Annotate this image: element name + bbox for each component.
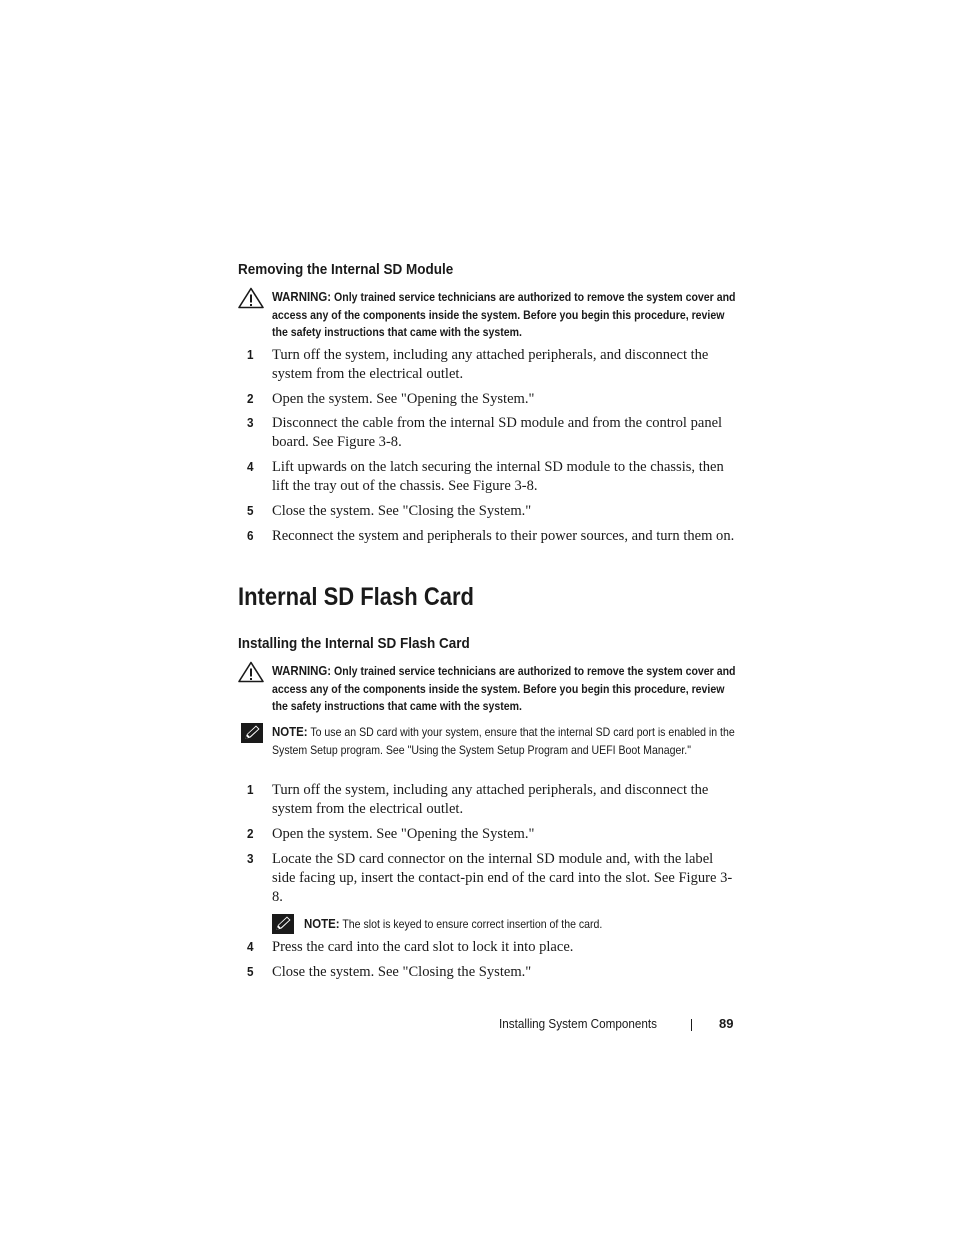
warning-body: Only trained service technicians are authorized to remove the system cover and access any of the components inside the system. Before you begin this procedure, review the safety instructions that came with the system. <box>272 664 736 713</box>
note-label: NOTE: <box>272 724 308 739</box>
step-text: Open the system. See "Opening the System." <box>272 826 535 842</box>
step-text: Close the system. See "Closing the System." <box>272 503 532 519</box>
warning-label: WARNING: <box>272 663 332 678</box>
inline-note-text <box>304 915 770 934</box>
note-pencil-icon <box>272 914 294 934</box>
step-text: Close the system. See "Closing the System." <box>272 964 532 980</box>
note-text <box>272 723 738 759</box>
footer-section-name: Installing System Components <box>499 1016 658 1031</box>
step-text: Turn off the system, including any attached peripherals, and disconnect the system from the electrical outlet. <box>272 782 709 817</box>
step-number: 2 <box>247 391 254 406</box>
footer-divider <box>691 1019 692 1031</box>
section-heading-installing: Installing the Internal SD Flash Card <box>238 635 470 652</box>
warning-text <box>272 662 738 716</box>
warning-body: Only trained service technicians are authorized to remove the system cover and access any of the components inside the system. Before you begin this procedure, review the safety instructions that came with the system. <box>272 290 736 339</box>
step-number: 5 <box>247 503 254 518</box>
chapter-title: Internal SD Flash Card <box>238 583 474 611</box>
note-body: The slot is keyed to ensure correct insertion of the card. <box>342 917 603 931</box>
step-text: Disconnect the cable from the internal SD module and from the control panel board. See Figure 3-8. <box>272 415 723 450</box>
step-number: 1 <box>247 347 254 362</box>
step-text: Turn off the system, including any attached peripherals, and disconnect the system from the electrical outlet. <box>272 347 709 382</box>
step-text: Open the system. See "Opening the System." <box>272 391 535 407</box>
step-number: 4 <box>247 459 254 474</box>
step-text: Press the card into the card slot to lock it into place. <box>272 939 574 955</box>
warning-triangle-icon <box>238 661 264 683</box>
step-number: 3 <box>247 415 254 430</box>
step-number: 5 <box>247 964 254 979</box>
step-text: Lift upwards on the latch securing the internal SD module to the chassis, then lift the tray out of the chassis. See Figure 3-8. <box>272 459 724 494</box>
step-text: Reconnect the system and peripherals to their power sources, and turn them on. <box>272 528 735 544</box>
section-heading-removing: Removing the Internal SD Module <box>238 261 454 278</box>
warning-text <box>272 288 738 342</box>
note-pencil-icon <box>241 723 263 743</box>
step-number: 4 <box>247 939 254 954</box>
step-number: 2 <box>247 826 254 841</box>
page-number: 89 <box>719 1016 734 1031</box>
warning-triangle-icon <box>238 287 264 309</box>
step-text: Locate the SD card connector on the internal SD module and, with the label side facing up, insert the contact-pin end of the card into the slot. See Figure 3-8. <box>272 851 733 905</box>
warning-label: WARNING: <box>272 289 332 304</box>
note-label: NOTE: <box>304 916 340 931</box>
step-number: 3 <box>247 851 254 866</box>
note-body: To use an SD card with your system, ensure that the internal SD card port is enabled in the System Setup program. See "Using the System Setup Program and UEFI Boot Manager." <box>272 725 735 757</box>
step-number: 6 <box>247 528 254 543</box>
step-number: 1 <box>247 782 254 797</box>
